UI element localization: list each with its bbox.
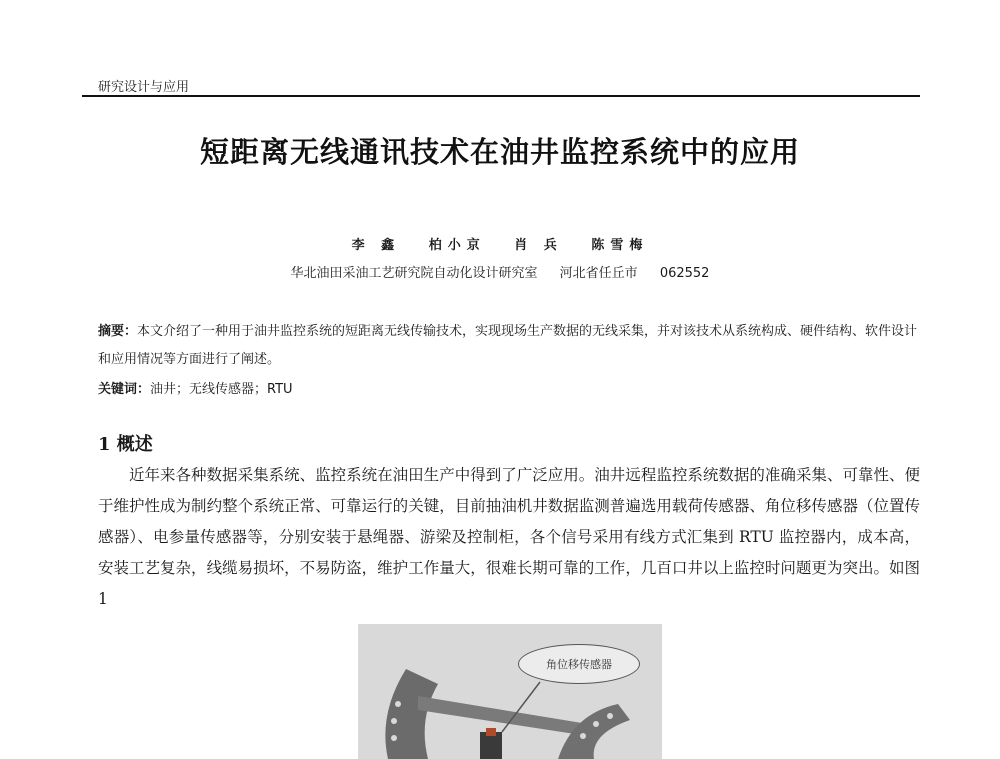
sensor-red-part [486,728,496,736]
figure-1-pumpjack-photo [358,624,662,759]
pumpjack-illustration [358,624,662,759]
author-list [0,234,1000,253]
section-label: 研究设计与应用 [98,80,190,95]
body-paragraph: 近年来各种数据采集系统、监控系统在油田生产中得到了广泛应用。油井远程监控系统数据的准确采集、可靠性、便于维护性成为制约整个系统正常、可靠运行的关键，目前抽油机井数据监测普遍选用载荷传感器、角位移传感器（位置传感器）、电参量传感器等，分别安装于悬绳器、游梁及控制柜，各个信号采用有线方式汇集到 RTU 监控器内，成本高，安装工艺复杂，线缆易损坏，不易防盗，维护工作量大，很难长期可靠的工作，几百口井以上监控时问题更为突出。如图 1 [98,466,920,608]
abstract-text: 本文介绍了一种用于油井监控系统的短距离无线传输技术，实现现场生产数据的无线采集，并对该技术从系统构成、硬件结构、软件设计和应用情况等方面进行了阐述。 [98,324,918,367]
author: 李 鑫 [351,238,401,253]
callout-angle-sensor: 角位移传感器 [518,644,640,684]
author: 柏小京 [428,238,486,253]
abstract-label: 摘要： [98,324,138,339]
sensor-mount [480,732,502,759]
keywords-label: 关键词： [98,382,151,397]
affiliation [0,262,1000,281]
affiliation-postcode: 062552 [659,266,710,281]
abstract [98,318,920,374]
author: 肖 兵 [514,238,563,253]
horsehead-shape [385,669,438,759]
author: 陈雪梅 [591,238,649,253]
keywords-text: 油井；无线传感器；RTU [150,382,293,397]
affiliation-institute: 华北油田采油工艺研究院自动化设计研究室 [290,266,538,281]
section-heading: 1 概述 [98,434,153,455]
paper-title: 短距离无线通讯技术在油井监控系统中的应用 [199,135,800,169]
header-rule [82,95,920,97]
affiliation-location: 河北省任丘市 [559,266,638,281]
keywords [98,378,920,397]
